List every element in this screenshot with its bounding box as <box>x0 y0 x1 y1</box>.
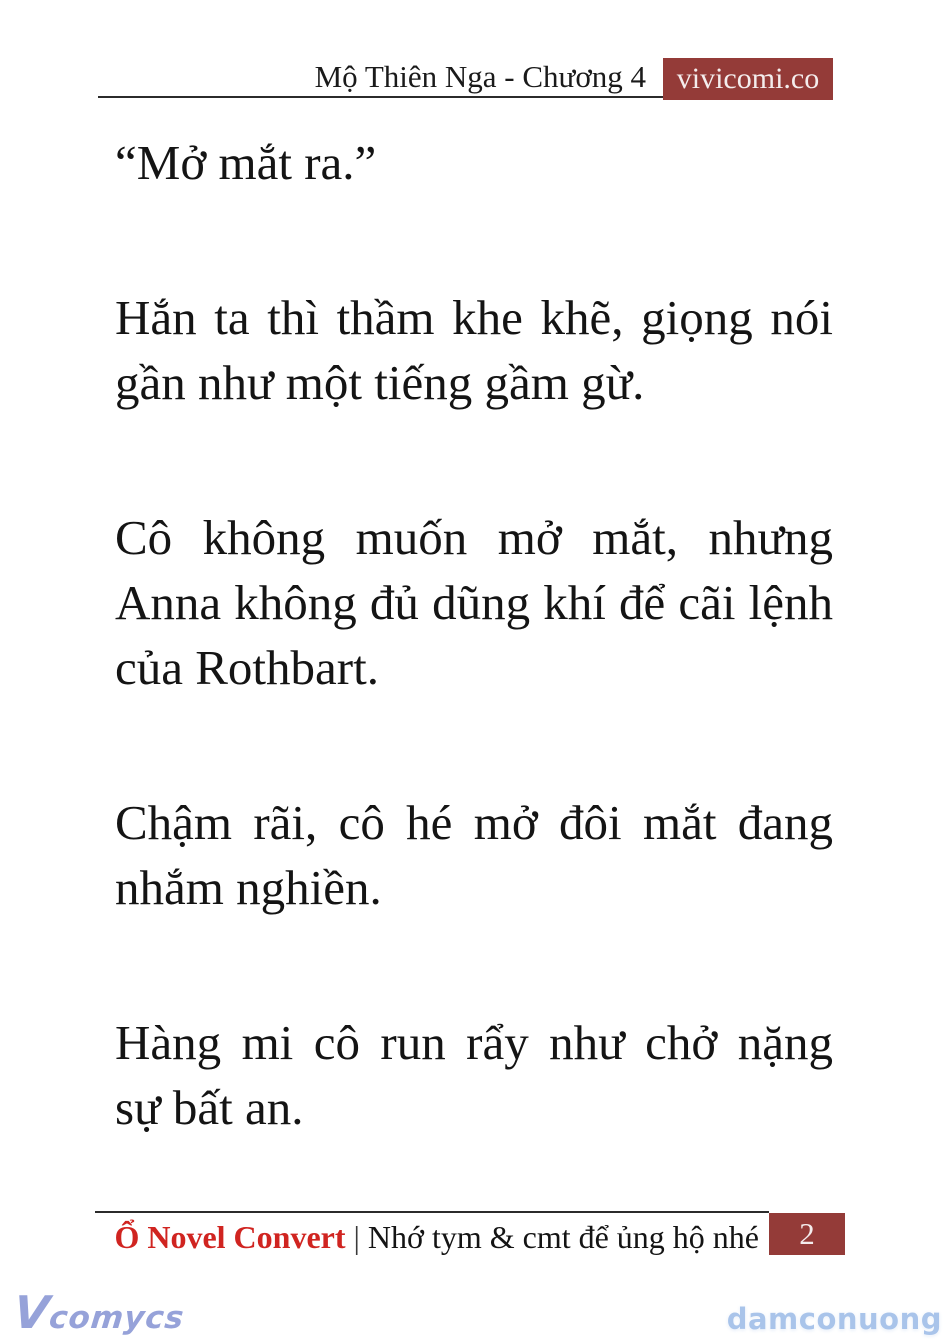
site-badge-label: vivicomi.co <box>676 62 820 95</box>
paragraph: Hắn ta thì thầm khe khẽ, giọng nói gần như một tiếng gầm gừ. <box>115 290 833 410</box>
footer-separator: | <box>353 1219 360 1255</box>
damconuong-watermark: damconuong <box>726 1302 942 1336</box>
page-number: 2 <box>799 1216 815 1251</box>
page-number-badge <box>769 1213 845 1255</box>
site-badge <box>663 58 833 100</box>
chapter-header-title: Mộ Thiên Nga - Chương 4 <box>314 59 646 94</box>
footer-credit <box>95 1216 759 1258</box>
paragraph-dialogue: “Mở mắt ra.” <box>115 135 377 190</box>
chapter-text <box>115 130 833 1140</box>
header-divider <box>98 96 663 98</box>
paragraph: Chậm rãi, cô hé mở đôi mắt đang nhắm nghiền. <box>115 795 833 915</box>
paragraph: Cô không muốn mở mắt, nhưng Anna không đủ dũng khí để cãi lệnh của Rothbart. <box>115 510 833 695</box>
vcomycs-watermark: Vcomycs <box>11 1286 187 1339</box>
paragraph: Hàng mi cô run rẩy như chở nặng sự bất an. <box>115 1015 833 1135</box>
footer-divider <box>95 1211 769 1213</box>
footer-brand: Ổ Novel Convert <box>114 1219 346 1255</box>
footer-note: Nhớ tym & cmt để ủng hộ nhé <box>367 1219 759 1255</box>
